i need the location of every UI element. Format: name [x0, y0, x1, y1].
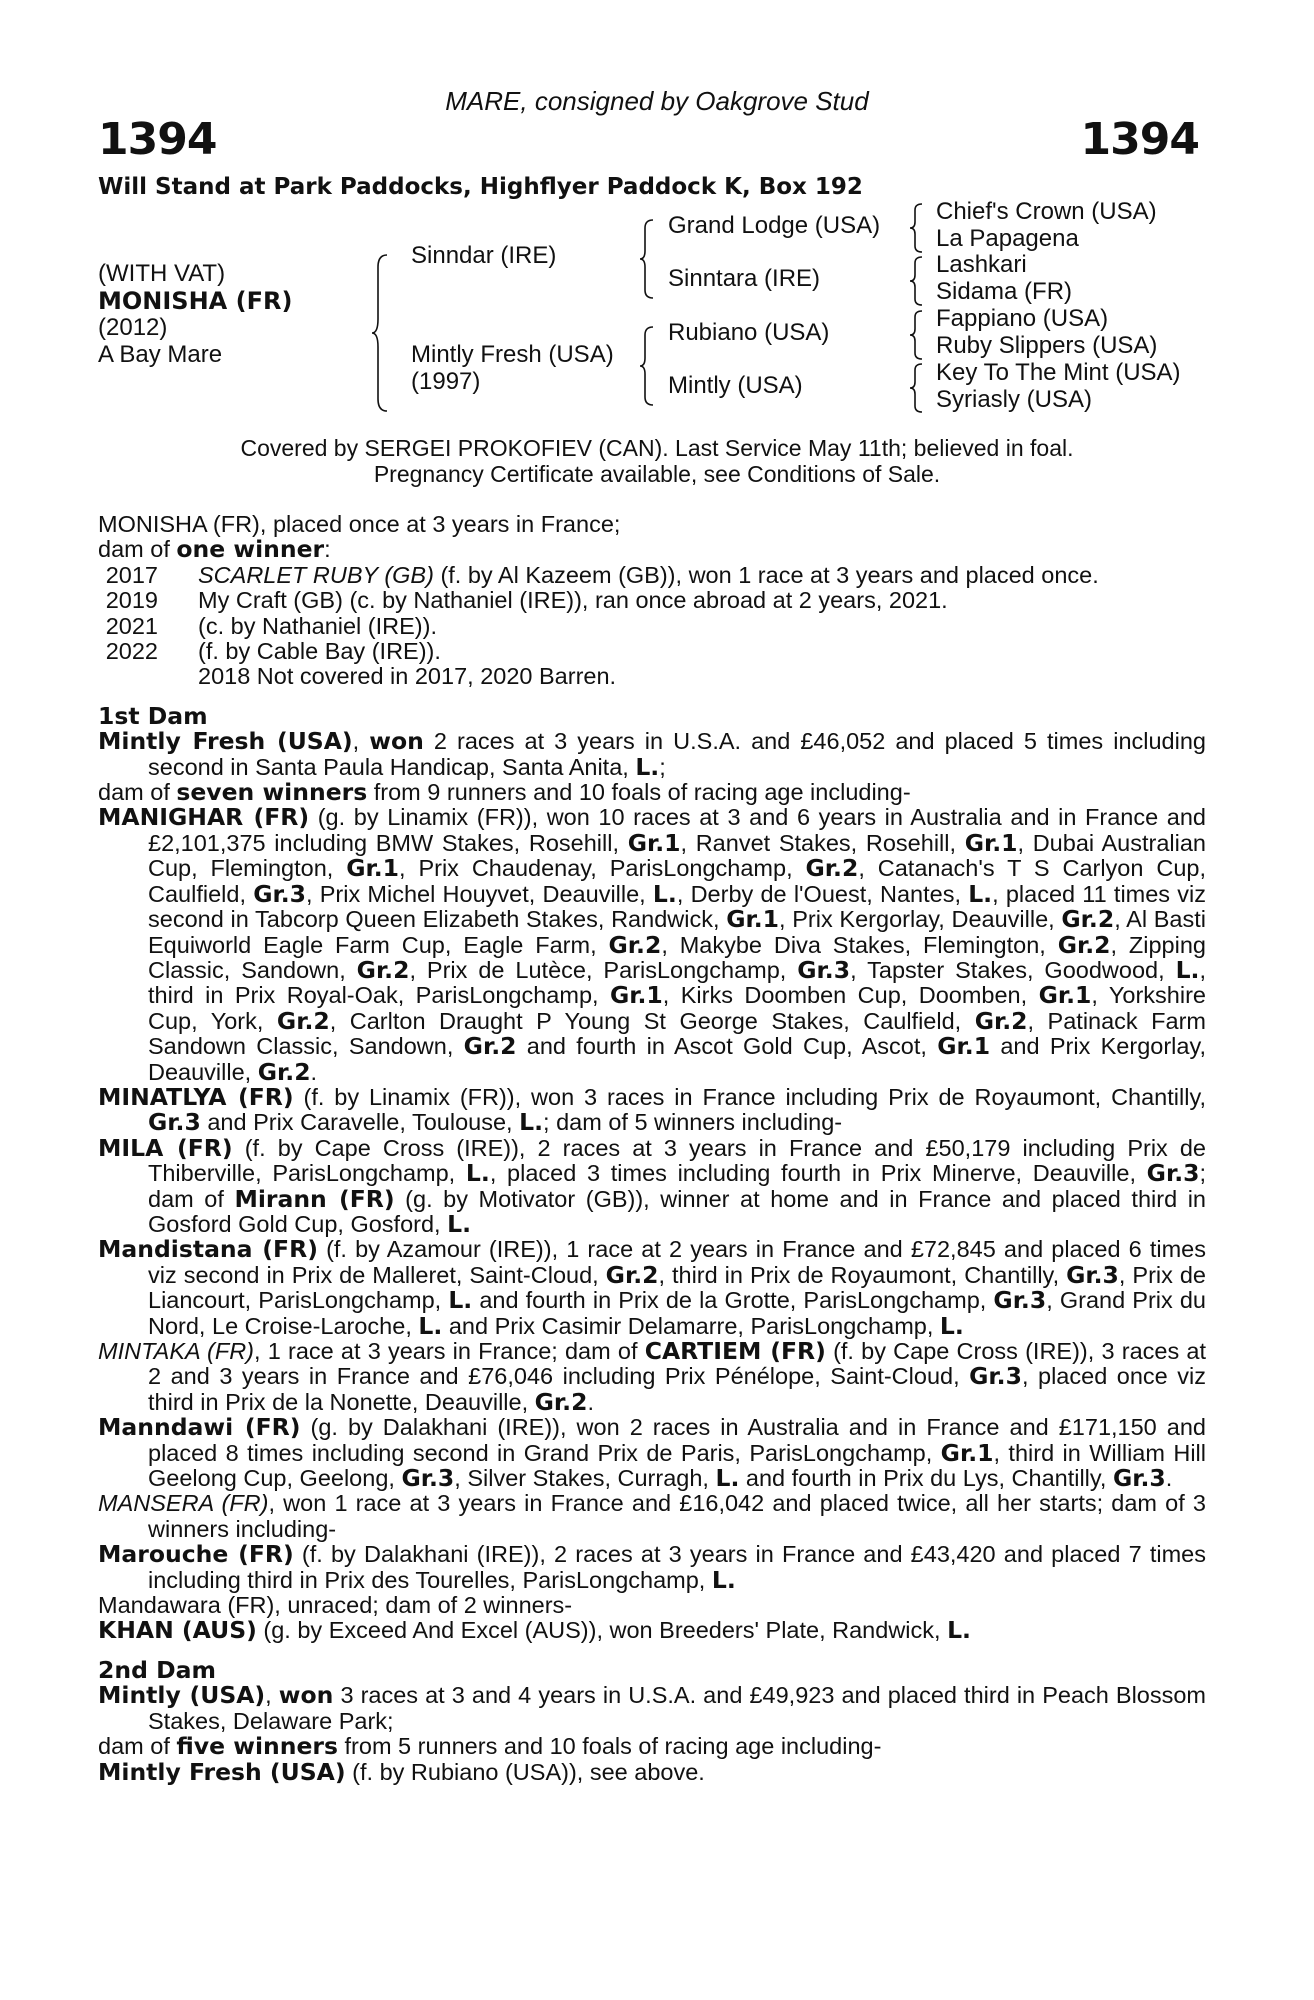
produce-year: 2017 — [105, 561, 158, 588]
covered-line-1: Covered by SERGEI PROKOFIEV (CAN). Last Service May 11th; believed in foal. — [240, 435, 1074, 461]
dam-year: (1997) — [411, 368, 481, 395]
pedigree-table — [98, 198, 1228, 428]
covered-line-2: Pregnancy Certificate available, see Conditions of Sale. — [373, 461, 941, 487]
progeny-khan: KHAN (AUS) (g. by Exceed And Excel (AUS)), won Breeders' Plate, Randwick, L. — [98, 1616, 971, 1645]
gen4-3: Lashkari — [936, 251, 1027, 278]
progeny-mandistana: Mandistana (FR) (f. by Azamour (IRE)), 1 race at 2 years in France and £72,845 and placed 6 times viz second in Prix de Malleret, Saint-Cloud, Gr.2, third in Prix de Royaumont, Chantilly, Gr.3, Prix de Liancourt, ParisLongchamp, L. and fourth in Prix de la Grotte, ParisLongchamp, Gr.3, Grand Prix du Nord, Le Croise-Laroche, L. and Prix Casimir Delamarre, ParisLongchamp, L. — [98, 1235, 1206, 1340]
brace-g4-2 — [908, 255, 924, 307]
second-dam-record: Mintly (USA), won 3 races at 3 and 4 years in U.S.A. and £49,923 and placed third in Peach Blossom Stakes, Delaware Park; — [98, 1681, 1207, 1734]
produce-row: 2021 (c. by Nathaniel (IRE)). — [105, 612, 437, 639]
gen3-2: Sinntara (IRE) — [668, 265, 821, 292]
produce-name: SCARLET RUBY (GB) — [198, 561, 434, 588]
produce-intro: MONISHA (FR), placed once at 3 years in France; — [98, 511, 621, 537]
brace-g4-4 — [908, 362, 924, 414]
horse-name: MONISHA (FR) — [98, 287, 293, 315]
gen4-1: Chief's Crown (USA) — [936, 198, 1157, 225]
progeny-manighar: MANIGHAR (FR) (g. by Linamix (FR)), won 10 races at 3 and 6 years in Australia and in France and £2,101,375 including BMW Stakes, Rosehill, Gr.1, Ranvet Stakes, Rosehill, Gr.1, Dubai Australian Cup, Flemington, Gr.1, Prix Chaudenay, ParisLongchamp, Gr.2, Catanach's T S Carlyon Cup, Caulfield, Gr.3, Prix Michel Houyvet, Deauville, L., Derby de l'Ouest, Nantes, L., placed 11 times viz second in Tabcorp Queen Elizabeth Stakes, Randwick, Gr.1, Prix Kergorlay, Deauville, Gr.2, Al Basti Equiworld Eagle Farm Cup, Eagle Farm, Gr.2, Makybe Diva Stakes, Flemington, Gr.2, Zipping Classic, Sandown, Gr.2, Prix de Lutèce, ParisLongchamp, Gr.3, Tapster Stakes, Goodwood, L., third in Prix Royal-Oak, ParisLongchamp, Gr.1, Kirks Doomben Cup, Doomben, Gr.1, Yorkshire Cup, York, Gr.2, Carlton Draught P Young St George Stakes, Caulfield, Gr.2, Patinack Farm Sandown Classic, Sandown, Gr.2 and fourth in Ascot Gold Cup, Ascot, Gr.1 and Prix Kergorlay, Deauville, Gr.2. — [98, 803, 1207, 1086]
gen4-6: Ruby Slippers (USA) — [936, 332, 1158, 359]
catalogue-body — [98, 512, 1206, 1785]
brace-dam-parents — [638, 325, 656, 407]
produce-row: 2022 (f. by Cable Bay (IRE)). — [105, 638, 441, 665]
first-dam-heading: 1st Dam — [98, 701, 208, 730]
second-dam-produce: dam of five winners from 5 runners and 10 foals of racing age including- — [98, 1732, 882, 1761]
second-dam-progeny: Mintly Fresh (USA) (f. by Rubiano (USA)), see above. — [98, 1757, 705, 1786]
brace-sire-parents — [638, 218, 656, 300]
horse-description: A Bay Mare — [98, 341, 223, 368]
produce-dam-of: dam of one winner: — [98, 535, 331, 564]
produce-row: 2017 SCARLET RUBY (GB) (f. by Al Kazeem (GB)), won 1 race at 3 years and placed once. — [98, 563, 1206, 588]
progeny-manndawi: Manndawi (FR) (g. by Dalakhani (IRE)), won 2 races in Australia and in France and £171,150 and placed 8 times including second in Grand Prix de Paris, ParisLongchamp, Gr.1, third in William Hill Geelong Cup, Geelong, Gr.3, Silver Stakes, Curragh, L. and fourth in Prix du Lys, Chantilly, Gr.3. — [98, 1413, 1206, 1493]
gen3-3: Rubiano (USA) — [668, 319, 830, 346]
horse-year: (2012) — [98, 314, 168, 341]
progeny-minatlya: MINATLYA (FR) (f. by Linamix (FR)), won 3 races in France including Prix de Royaumont, Chantilly, Gr.3 and Prix Caravelle, Toulouse, L.; dam of 5 winners including- — [98, 1082, 1206, 1137]
gen3-4: Mintly (USA) — [668, 372, 803, 399]
progeny-mila: MILA (FR) (f. by Cape Cross (IRE)), 2 races at 3 years in France and £50,179 including Prix de Thiberville, ParisLongchamp, L., placed 3 times including fourth in Prix Minerve, Deauville, Gr.3; dam of Mirann (FR) (g. by Motivator (GB)), winner at home and in France and placed third in Gosford Gold Cup, Gosford, L. — [98, 1133, 1207, 1238]
progeny-mintaka: MINTAKA (FR), 1 race at 3 years in France; dam of CARTIEM (FR) (f. by Cape Cross (IRE)), 3 races at 2 and 3 years in France and £76,046 including Prix Pénélope, Saint-Cloud, Gr.3, placed once viz third in Prix de la Nonette, Deauville, Gr.2. — [98, 1337, 1207, 1416]
brace-g4-3 — [908, 309, 924, 361]
sire-name: Sinndar (IRE) — [411, 242, 557, 269]
brace-g4-1 — [908, 202, 924, 254]
covered-note — [0, 435, 1314, 487]
gen4-5: Fappiano (USA) — [936, 305, 1109, 332]
produce-note: 2018 Not covered in 2017, 2020 Barren. — [198, 663, 617, 690]
dam-name: Mintly Fresh (USA) — [411, 341, 614, 368]
vat-note: (WITH VAT) — [98, 260, 226, 287]
gen4-4: Sidama (FR) — [936, 278, 1073, 305]
second-dam-heading: 2nd Dam — [98, 1655, 216, 1684]
first-dam-record: Mintly Fresh (USA), won 2 races at 3 years in U.S.A. and £46,052 and placed 5 times including second in Santa Paula Handicap, Santa Anita, L.; — [98, 727, 1206, 781]
progeny-marouche: Marouche (FR) (f. by Dalakhani (IRE)), 2 races at 3 years in France and £43,420 and placed 7 times including third in Prix des Tourelles, ParisLongchamp, L. — [98, 1540, 1206, 1594]
brace-sire-dam — [370, 253, 390, 413]
gen4-7: Key To The Mint (USA) — [936, 359, 1181, 386]
lot-number-left: 1394 — [98, 114, 217, 165]
progeny-mansera: MANSERA (FR), won 1 race at 3 years in France and £16,042 and placed twice, all her starts; dam of 3 winners including- — [98, 1490, 1206, 1542]
lot-number-right: 1394 — [1080, 114, 1199, 165]
gen3-1: Grand Lodge (USA) — [668, 212, 881, 239]
progeny-mandawara: Mandawara (FR), unraced; dam of 2 winners- — [98, 1592, 573, 1619]
lot-header — [0, 78, 1314, 178]
first-dam-produce: dam of seven winners from 9 runners and 10 foals of racing age including- — [98, 778, 911, 807]
produce-row: 2019 My Craft (GB) (c. by Nathaniel (IRE)), ran once abroad at 2 years, 2021. — [105, 587, 948, 614]
consignment-line: MARE, consigned by Oakgrove Stud — [445, 86, 869, 116]
gen4-2: La Papagena — [936, 225, 1079, 252]
gen4-8: Syriasly (USA) — [936, 386, 1093, 413]
stand-location: Will Stand at Park Paddocks, Highflyer Paddock K, Box 192 — [98, 174, 863, 200]
